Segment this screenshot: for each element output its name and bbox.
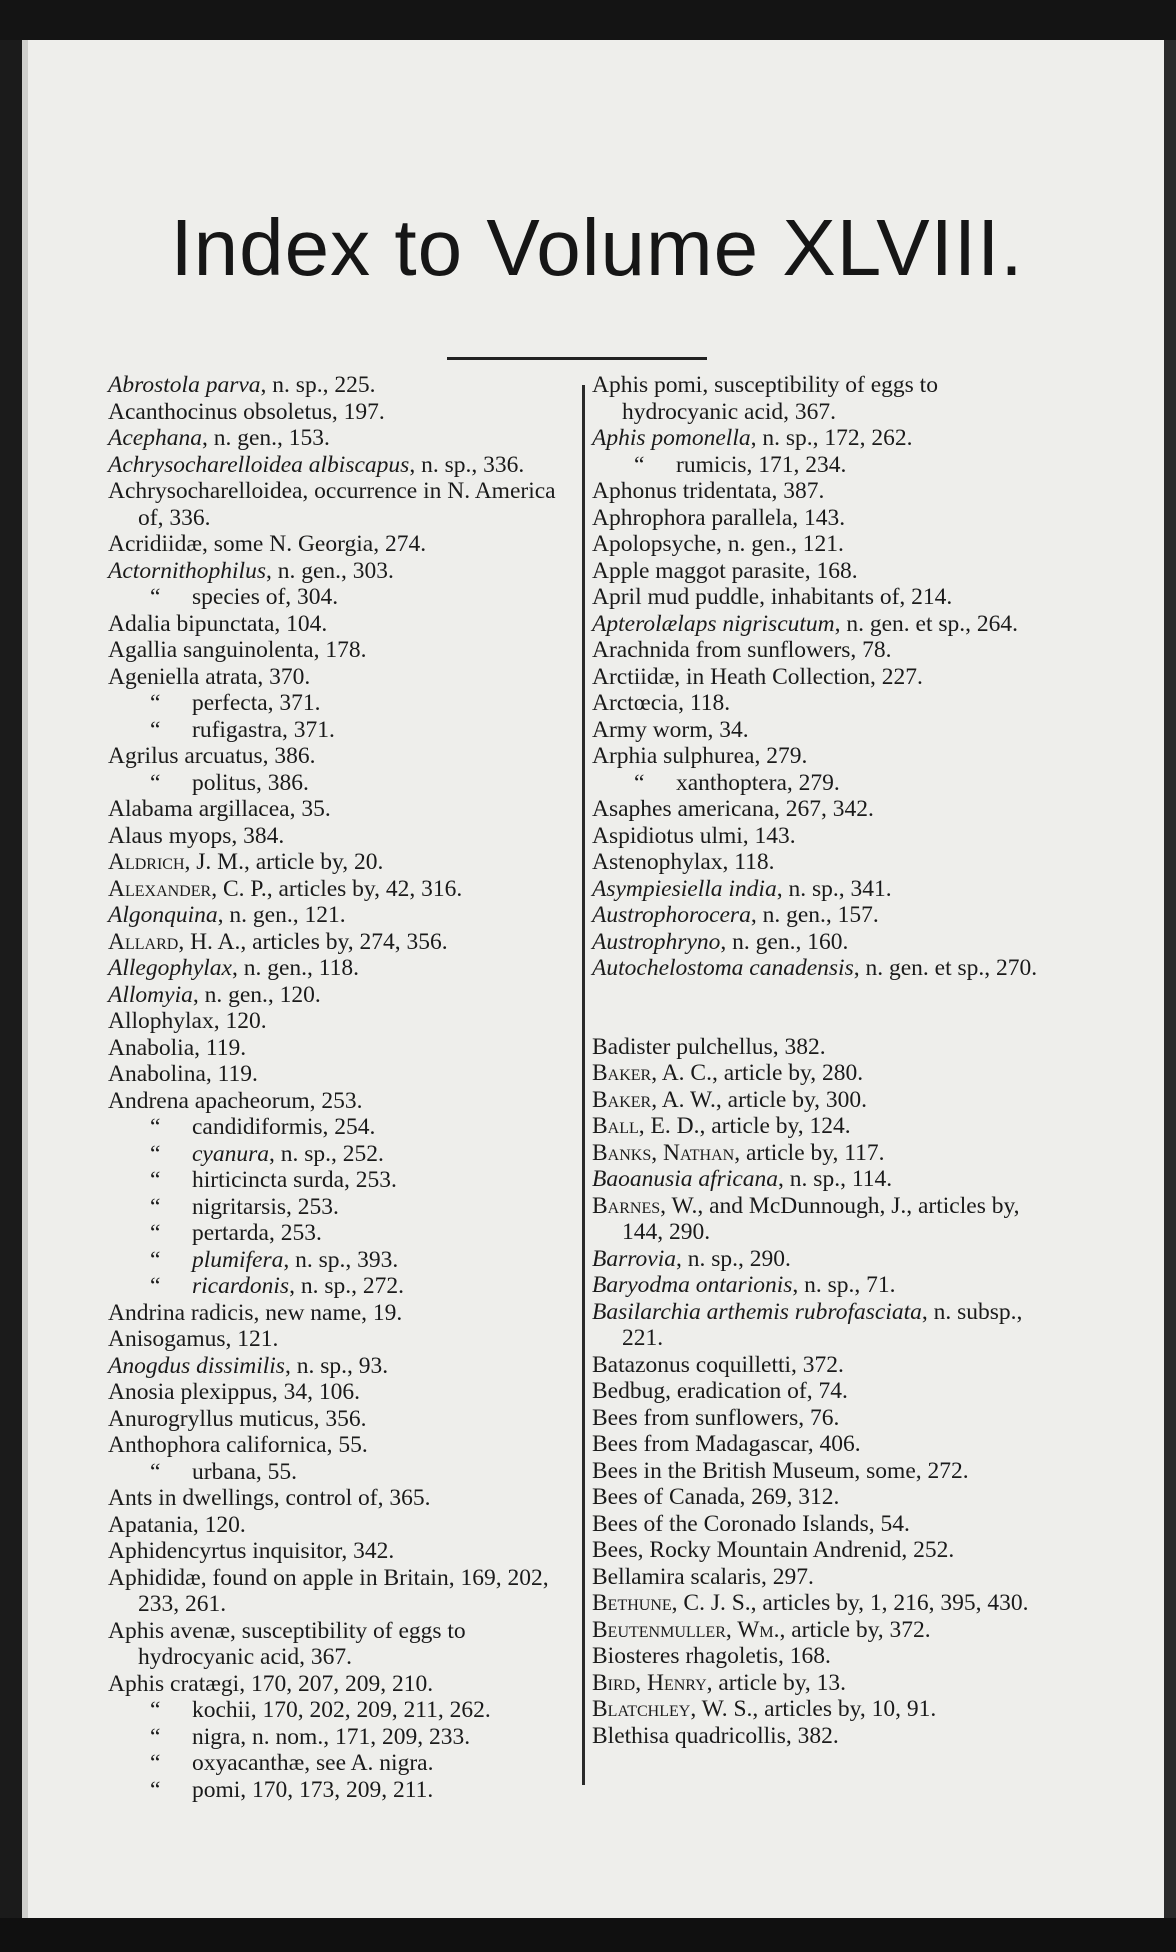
entry-text: , A. W., article by, 300. [651, 1086, 868, 1113]
taxon-name: Abrostola parva [108, 372, 261, 398]
taxon-name: Apterolælaps nigriscutum [592, 610, 835, 637]
index-entry [592, 478, 1057, 505]
taxon-name: Austrophorocera [592, 902, 751, 928]
index-entry [108, 664, 568, 691]
ditto-mark: “ [150, 1114, 161, 1140]
author-name: Alexander [108, 875, 212, 902]
index-entry [592, 955, 1057, 982]
entry-text: Bees of Canada, 269, 312. [592, 1484, 840, 1510]
entry-text: Bees of the Coronado Islands, 54. [592, 1510, 910, 1537]
entry-text: , n. sp., 93. [284, 1352, 389, 1379]
entry-text: Andrina radicis, new name, 19. [108, 1299, 403, 1326]
entry-text: Andrena apacheorum, 253. [108, 1087, 363, 1114]
taxon-name: Acephana [108, 425, 202, 451]
index-entry [108, 1485, 568, 1512]
entry-text: rumicis, 171, 234. [676, 451, 847, 478]
index-entry [108, 1459, 568, 1486]
ditto-mark: “ [634, 769, 645, 796]
entry-text: , n. sp., 252. [269, 1140, 384, 1167]
index-entry [592, 929, 1057, 956]
taxon-name: Autochelostoma canadensis [592, 955, 854, 981]
index-entry [592, 1034, 1057, 1061]
index-entry [108, 743, 568, 770]
index-entry [108, 717, 568, 744]
entry-text: , n. sp., 114. [778, 1166, 893, 1192]
entry-text: oxyacanthæ, see A. nigra. [192, 1750, 434, 1776]
entry-text: Apolopsyche, n. gen., 121. [592, 531, 844, 557]
entry-text: Aphis avenæ, susceptibility of eggs to hydrocyanic acid, 367. [108, 1617, 466, 1670]
index-entry [108, 372, 568, 399]
index-entry [108, 1167, 568, 1194]
ditto-mark: “ [150, 716, 161, 743]
index-entry [592, 1140, 1057, 1167]
entry-text: Blethisa quadricollis, 382. [592, 1722, 839, 1749]
index-entry [108, 478, 568, 531]
index-entry [592, 637, 1057, 664]
ditto-mark: “ [150, 1750, 161, 1776]
scan-top-border [0, 0, 1176, 40]
index-entry [592, 425, 1057, 452]
index-entry [592, 1723, 1057, 1750]
index-entry [592, 1484, 1057, 1511]
index-entry [108, 1379, 568, 1406]
column-divider [582, 385, 585, 1785]
entry-text: Bees in the British Museum, some, 272. [592, 1457, 969, 1484]
scan-bottom-border [0, 1918, 1176, 1952]
index-entry [592, 1696, 1057, 1723]
entry-text: nigritarsis, 253. [192, 1193, 339, 1220]
ditto-mark: “ [150, 1246, 161, 1273]
author-name: Aldrich [108, 849, 185, 875]
index-entry [108, 425, 568, 452]
taxon-name: Barrovia [592, 1245, 676, 1272]
entry-text: , W. S., articles by, 10, 91. [690, 1696, 937, 1722]
index-entry [592, 584, 1057, 611]
taxon-name: Aphis pomonella [592, 425, 751, 451]
entry-text: Aphonus tridentata, 387. [592, 478, 825, 504]
ditto-mark: “ [150, 584, 161, 610]
index-entry [108, 1671, 568, 1698]
index-entry [108, 770, 568, 797]
entry-text: , n. gen., 153. [201, 425, 330, 451]
ditto-mark: “ [150, 1140, 161, 1167]
index-entry [592, 1378, 1057, 1405]
index-entry [108, 1326, 568, 1353]
entry-text: Achrysocharelloidea, occurrence in N. America of, 336. [108, 478, 556, 531]
entry-text: Anosia plexippus, 34, 106. [108, 1379, 360, 1405]
index-entry [108, 690, 568, 717]
entry-text: , J. M., article by, 20. [184, 849, 384, 875]
entry-text: Aphrophora parallela, 143. [592, 504, 846, 531]
entry-text: , n. sp., 341. [776, 875, 892, 902]
entry-text: Aphididæ, found on apple in Britain, 169, 202, 233, 261. [108, 1564, 549, 1617]
index-entry [108, 1114, 568, 1141]
taxon-name: Allegophylax [108, 955, 232, 981]
author-name: Barnes [592, 1192, 661, 1219]
entry-text: Bellamira scalaris, 297. [592, 1563, 814, 1590]
author-name: Bird, Henry [592, 1669, 707, 1696]
entry-text: Adalia bipunctata, 104. [108, 610, 328, 637]
entry-text: , n. gen. et sp., 270. [853, 955, 1038, 981]
entry-text: urbana, 55. [192, 1458, 298, 1485]
index-entry [108, 1088, 568, 1115]
index-entry [592, 1060, 1057, 1087]
entry-text: Apatania, 120. [108, 1511, 246, 1538]
index-entry [592, 611, 1057, 638]
entry-text: Acridiidæ, some N. Georgia, 274. [108, 531, 427, 557]
index-entry [108, 399, 568, 426]
entry-text: hirticincta surda, 253. [192, 1167, 397, 1193]
entry-text: Arctœcia, 118. [592, 690, 731, 716]
entry-text: species of, 304. [192, 584, 339, 610]
index-entry [108, 955, 568, 982]
entry-text: Batazonus coquilletti, 372. [592, 1351, 844, 1378]
index-entry [592, 1272, 1057, 1299]
taxon-name: ricardonis [192, 1273, 290, 1299]
index-page [22, 40, 1172, 1918]
entry-text: , n. sp., 172, 262. [750, 425, 913, 451]
entry-text: , article by, 372. [779, 1616, 931, 1643]
index-entry [592, 743, 1057, 770]
taxon-name: Allomyia [108, 981, 193, 1008]
index-entry [108, 584, 568, 611]
ditto-mark: “ [150, 1697, 161, 1723]
index-entry [108, 1035, 568, 1062]
index-entry [592, 531, 1057, 558]
index-entry [108, 849, 568, 876]
author-name: Banks, Nathan [592, 1139, 735, 1166]
entry-text: , C. P., articles by, 42, 316. [211, 875, 463, 902]
entry-text: , n. gen., 120. [192, 981, 321, 1008]
taxon-name: Actornithophilus [108, 557, 266, 584]
entry-text: Bees, Rocky Mountain Andrenid, 252. [592, 1537, 955, 1563]
entry-text: , n. gen., 157. [750, 902, 879, 928]
author-name: Ball [592, 1113, 639, 1139]
index-entry [592, 876, 1057, 903]
entry-text: , article by, 117. [734, 1139, 885, 1166]
entry-text: kochii, 170, 202, 209, 211, 262. [192, 1697, 491, 1723]
index-column-left [108, 372, 568, 1803]
index-entry [592, 1299, 1057, 1352]
entry-text: , W., and McDunnough, J., articles by, 144, 290. [622, 1192, 1020, 1245]
index-entry [592, 1087, 1057, 1114]
index-entry [108, 823, 568, 850]
entry-text: , A. C., article by, 280. [651, 1060, 864, 1086]
ditto-mark: “ [150, 1273, 161, 1299]
entry-text: Army worm, 34. [592, 716, 749, 743]
index-entry [108, 1777, 568, 1804]
index-entry [592, 902, 1057, 929]
index-entry [592, 1431, 1057, 1458]
entry-text: nigra, n. nom., 171, 209, 233. [192, 1723, 471, 1750]
ditto-mark: “ [150, 1193, 161, 1220]
index-entry [108, 1512, 568, 1539]
entry-text: April mud puddle, inhabitants of, 214. [592, 584, 953, 610]
entry-text: Anisogamus, 121. [108, 1326, 279, 1352]
ditto-mark: “ [150, 769, 161, 796]
index-entry [592, 452, 1057, 479]
author-name: Blatchley [592, 1696, 691, 1722]
entry-text: , n. sp., 290. [675, 1245, 791, 1272]
entry-text: pertarda, 253. [192, 1220, 322, 1246]
index-entry [108, 452, 568, 479]
index-entry [108, 1697, 568, 1724]
index-entry [108, 1194, 568, 1221]
entry-text: , n. sp., 393. [283, 1246, 399, 1273]
entry-text: , n. gen. et sp., 264. [834, 610, 1019, 637]
entry-text: Biosteres rhagoletis, 168. [592, 1643, 831, 1669]
entry-text: Allophylax, 120. [108, 1008, 267, 1034]
entry-text: Aphis cratægi, 170, 207, 209, 210. [108, 1670, 434, 1697]
index-column-right [592, 372, 1057, 1749]
author-name: Allard [108, 928, 179, 955]
entry-text: xanthoptera, 279. [676, 769, 840, 796]
index-entry [592, 849, 1057, 876]
entry-text: , H. A., articles by, 274, 356. [178, 928, 448, 955]
entry-text: , n. sp., 272. [289, 1273, 404, 1299]
index-entry [108, 1273, 568, 1300]
index-entry [108, 637, 568, 664]
title-rule [447, 357, 707, 360]
index-entry [592, 823, 1057, 850]
author-name: Baker [592, 1086, 652, 1113]
index-entry [592, 372, 1057, 425]
entry-text: , article by, 13. [706, 1669, 847, 1696]
index-entry [592, 1511, 1057, 1538]
index-entry [108, 1247, 568, 1274]
index-entry [108, 1141, 568, 1168]
index-entry [592, 1352, 1057, 1379]
ditto-mark: “ [150, 1220, 161, 1246]
ditto-mark: “ [150, 1776, 161, 1803]
entry-text: Anabolina, 119. [108, 1061, 258, 1087]
entry-text: politus, 386. [192, 769, 309, 796]
index-entry [592, 1113, 1057, 1140]
index-entry [592, 1537, 1057, 1564]
index-entry [108, 1618, 568, 1671]
taxon-name: plumifera [192, 1246, 284, 1273]
section-gap [592, 982, 1057, 1034]
entry-text: Agrilus arcuatus, 386. [108, 743, 316, 769]
entry-text: , n. subsp., 221. [622, 1298, 1023, 1351]
entry-text: Alabama argillacea, 35. [108, 796, 331, 822]
index-entry [592, 690, 1057, 717]
entry-text: , n. gen., 303. [265, 557, 394, 584]
taxon-name: Baoanusia africana [592, 1166, 779, 1192]
entry-text: Bedbug, eradication of, 74. [592, 1378, 848, 1404]
index-entry [592, 1193, 1057, 1246]
index-entry [592, 558, 1057, 585]
taxon-name: Austrophryno [592, 928, 721, 955]
index-entry [108, 982, 568, 1009]
index-entry [108, 1406, 568, 1433]
entry-text: Bees from sunflowers, 76. [592, 1404, 840, 1431]
ditto-mark: “ [150, 690, 161, 716]
entry-text: Asaphes americana, 267, 342. [592, 796, 874, 822]
index-entry [592, 1458, 1057, 1485]
index-entry [592, 1405, 1057, 1432]
index-entry [108, 1538, 568, 1565]
entry-text: Ants in dwellings, control of, 365. [108, 1485, 431, 1511]
entry-text: pomi, 170, 173, 209, 211. [192, 1776, 434, 1803]
index-entry [592, 505, 1057, 532]
entry-text: Aspidiotus ulmi, 143. [592, 822, 796, 849]
entry-text: , n. gen., 121. [217, 902, 346, 928]
entry-text: Alaus myops, 384. [108, 822, 285, 849]
index-entry [108, 1300, 568, 1327]
entry-text: Acanthocinus obsoletus, 197. [108, 398, 385, 425]
index-entry [592, 1564, 1057, 1591]
entry-text: Arphia sulphurea, 279. [592, 743, 808, 769]
author-name: Bethune [592, 1590, 672, 1616]
entry-text: , E. D., article by, 124. [638, 1113, 851, 1139]
entry-text: , C. J. S., articles by, 1, 216, 395, 430. [671, 1590, 1029, 1616]
entry-text: Bees from Madagascar, 406. [592, 1431, 861, 1457]
entry-text: , n. gen., 118. [231, 955, 360, 981]
entry-text: rufigastra, 371. [192, 716, 335, 743]
index-entry [108, 902, 568, 929]
index-entry [592, 1590, 1057, 1617]
ditto-mark: “ [150, 1723, 161, 1750]
entry-text: Ageniella atrata, 370. [108, 663, 311, 690]
entry-text: Anabolia, 119. [108, 1034, 247, 1061]
index-entry [108, 558, 568, 585]
index-entry [592, 1643, 1057, 1670]
entry-text: Arachnida from sunflowers, 78. [592, 637, 892, 663]
index-entry [108, 1061, 568, 1088]
taxon-name: Basilarchia arthemis rubrofasciata [592, 1298, 922, 1325]
page-title: Index to Volume XLVIII. [170, 203, 1024, 292]
index-entry [108, 929, 568, 956]
index-entry [592, 664, 1057, 691]
index-entry [592, 796, 1057, 823]
index-entry [108, 611, 568, 638]
entry-text: Aphidencyrtus inquisitor, 342. [108, 1538, 395, 1564]
entry-text: Anthophora californica, 55. [108, 1432, 368, 1458]
entry-text: Aphis pomi, susceptibility of eggs to hydrocyanic acid, 367. [592, 372, 938, 425]
entry-text: Astenophylax, 118. [592, 849, 775, 875]
index-entry [592, 717, 1057, 744]
index-entry [108, 1565, 568, 1618]
taxon-name: Baryodma ontarionis [592, 1272, 793, 1298]
taxon-name: Algonquina [108, 902, 218, 928]
taxon-name: Achrysocharelloidea albiscapus [108, 451, 410, 478]
taxon-name: Anogdus dissimilis [108, 1352, 285, 1379]
index-entry [108, 1432, 568, 1459]
author-name: Baker [592, 1060, 652, 1086]
entry-text: , n. sp., 225. [260, 372, 376, 398]
index-entry [108, 796, 568, 823]
entry-text: , n. sp., 71. [792, 1272, 896, 1298]
index-entry [108, 876, 568, 903]
index-entry [108, 1353, 568, 1380]
taxon-name: cyanura [192, 1140, 270, 1167]
entry-text: perfecta, 371. [192, 690, 321, 716]
page-left-edge [22, 40, 28, 1918]
index-entry [592, 1617, 1057, 1644]
taxon-name: Asympiesiella india [592, 875, 777, 902]
index-entry [108, 1220, 568, 1247]
ditto-mark: “ [150, 1458, 161, 1485]
entry-text: Agallia sanguinolenta, 178. [108, 637, 367, 663]
index-entry [108, 1750, 568, 1777]
entry-text: Apple maggot parasite, 168. [592, 557, 858, 584]
index-entry [108, 1008, 568, 1035]
index-entry [592, 770, 1057, 797]
ditto-mark: “ [150, 1167, 161, 1193]
index-entry [108, 531, 568, 558]
author-name: Beutenmuller, Wm. [592, 1616, 780, 1643]
entry-text: , n. sp., 336. [409, 451, 525, 478]
entry-text: Arctiidæ, in Heath Collection, 227. [592, 663, 923, 690]
index-entry [592, 1246, 1057, 1273]
entry-text: , n. gen., 160. [720, 928, 849, 955]
entry-text: Anurogryllus muticus, 356. [108, 1405, 367, 1432]
scan-right-border [1164, 40, 1176, 1918]
ditto-mark: “ [634, 451, 645, 478]
index-entry [592, 1670, 1057, 1697]
entry-text: Badister pulchellus, 382. [592, 1033, 826, 1060]
index-entry [108, 1724, 568, 1751]
index-entry [592, 1166, 1057, 1193]
entry-text: candidiformis, 254. [192, 1114, 376, 1140]
